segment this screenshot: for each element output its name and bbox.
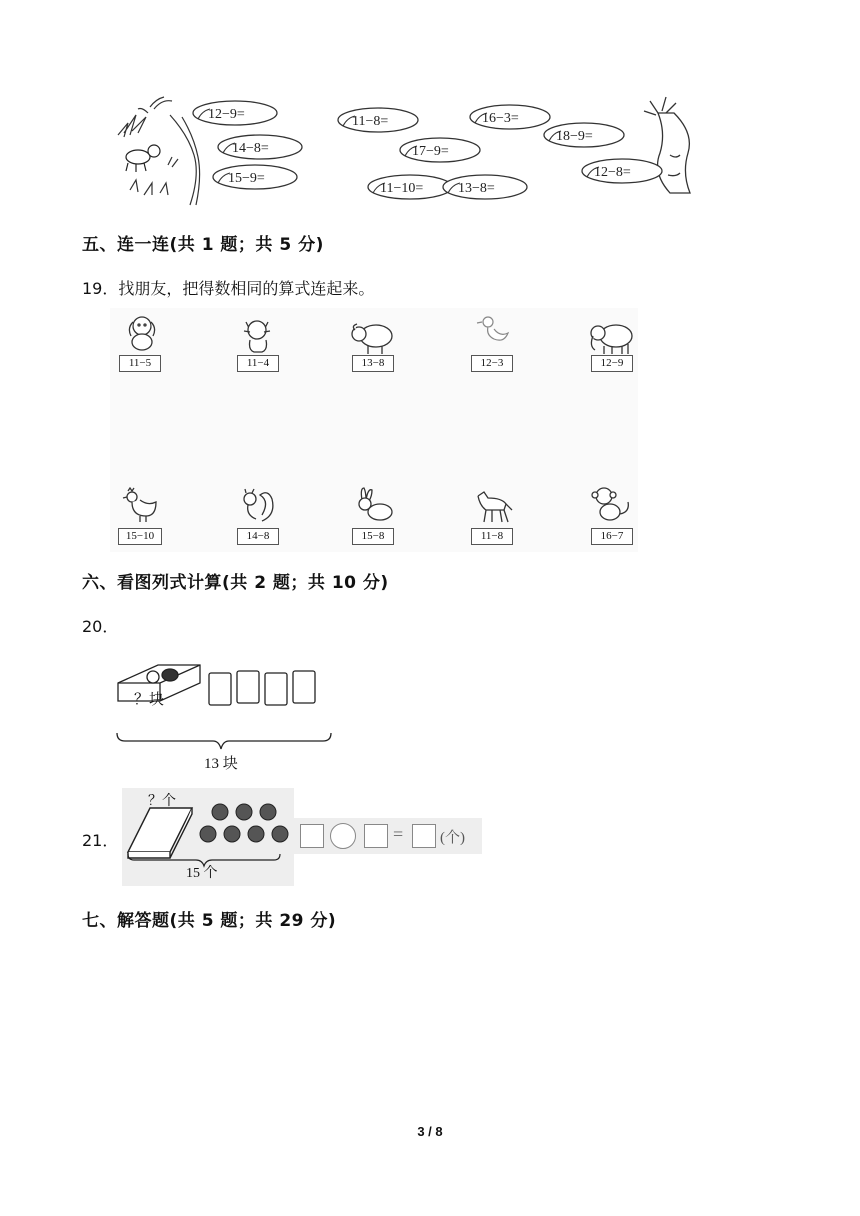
top-expr-2[interactable]: 11−4 — [237, 355, 279, 372]
q20-total-label: 13 块 — [204, 756, 238, 772]
stone-10 — [582, 159, 662, 183]
section-5-heading: 五、连一连(共 1 题；共 5 分) — [82, 235, 324, 255]
top-expr-3[interactable]: 13−8 — [352, 355, 394, 372]
question-20-number: 20． — [82, 617, 119, 636]
equals-sign: = — [393, 824, 404, 844]
operator-circle[interactable] — [330, 823, 356, 849]
svg-text:18−9=: 18−9= — [556, 129, 593, 144]
svg-text:12−8=: 12−8= — [594, 165, 631, 180]
svg-text:15−9=: 15−9= — [228, 171, 265, 186]
top-expr-1[interactable]: 11−5 — [119, 355, 161, 372]
rabbit-icon — [354, 486, 396, 528]
squirrel-icon — [238, 487, 276, 529]
svg-text:13−8=: 13−8= — [458, 181, 495, 196]
bottom-expr-2[interactable]: 14−8 — [237, 528, 279, 545]
answer-box-result[interactable] — [412, 824, 436, 848]
river-stones-illustration — [110, 95, 705, 213]
balls-icon — [200, 804, 288, 842]
stone-7 — [443, 175, 527, 199]
top-expr-5[interactable]: 12−9 — [591, 355, 633, 372]
duck-icon — [476, 314, 512, 356]
section-6-heading: 六、看图列式计算(共 2 题；共 10 分) — [82, 573, 389, 593]
bottom-expr-4[interactable]: 11−8 — [471, 528, 513, 545]
eraser-icon — [209, 671, 315, 705]
stone-8 — [470, 105, 550, 129]
answer-box-2[interactable] — [364, 824, 388, 848]
brace — [117, 733, 331, 749]
horse-icon — [472, 490, 514, 530]
unit-label: (个) — [440, 830, 465, 846]
cat-icon — [238, 316, 276, 358]
question-19-text: 19．找朋友，把得数相同的算式连起来。 — [82, 279, 375, 298]
q21-total-label: 15 个 — [186, 866, 218, 881]
page-number: 3 / 8 — [417, 1124, 443, 1139]
bottom-expr-5[interactable]: 16−7 — [591, 528, 633, 545]
stone-4 — [338, 108, 418, 132]
q20-unknown-label: ？块 — [134, 692, 165, 708]
bottom-expr-1[interactable]: 15−10 — [118, 528, 162, 545]
box-icon — [128, 808, 192, 858]
stone-5 — [400, 138, 480, 162]
monkey-icon — [590, 486, 632, 528]
section-7-heading: 七、解答题(共 5 题；共 29 分) — [82, 911, 337, 931]
dog-on-bank-icon — [126, 145, 160, 172]
svg-text:16−3=: 16−3= — [482, 111, 519, 126]
svg-text:11−10=: 11−10= — [380, 181, 424, 196]
elephant-icon — [588, 320, 636, 360]
question-21-number: 21． — [82, 831, 119, 850]
stone-6 — [368, 175, 452, 199]
stone-2 — [218, 135, 302, 159]
sheep-icon — [350, 320, 396, 360]
svg-text:12−9=: 12−9= — [208, 107, 245, 122]
answer-box-1[interactable] — [300, 824, 324, 848]
stone-9 — [544, 123, 624, 147]
top-expr-4[interactable]: 12−3 — [471, 355, 513, 372]
dog-icon — [122, 314, 162, 356]
svg-text:14−8=: 14−8= — [232, 141, 269, 156]
hen-icon — [120, 487, 160, 529]
stone-1 — [193, 101, 277, 125]
bottom-expr-3[interactable]: 15−8 — [352, 528, 394, 545]
svg-text:11−8=: 11−8= — [352, 114, 389, 129]
q21-unknown-label: ？个 — [148, 794, 176, 809]
stone-3 — [213, 165, 297, 189]
svg-text:17−9=: 17−9= — [412, 144, 449, 159]
